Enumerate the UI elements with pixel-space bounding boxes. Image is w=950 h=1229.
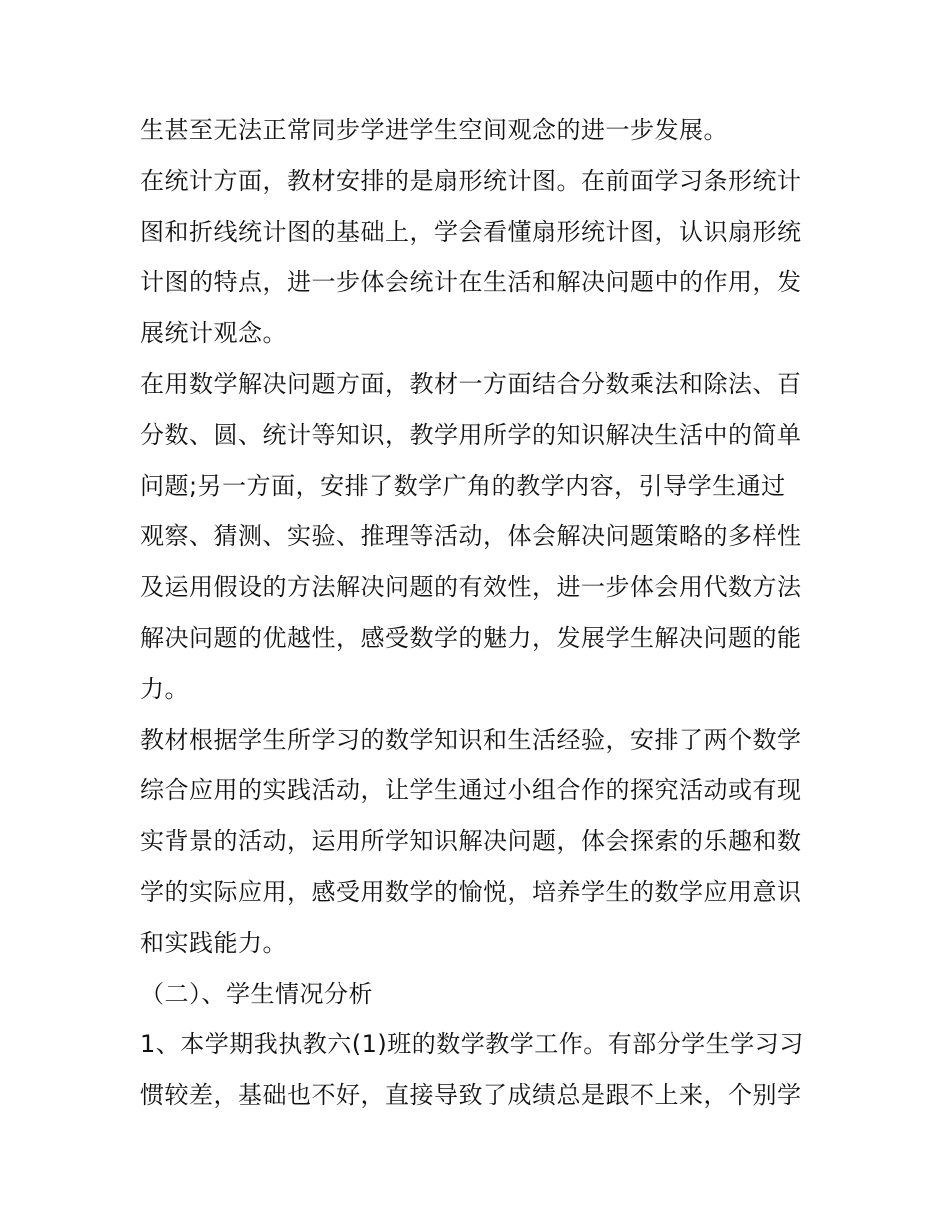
text-line: 观察、猜测、实验、推理等活动，体会解决问题策略的多样性 [140, 522, 802, 551]
text-line: 学的实际应用，感受用数学的愉悦，培养学生的数学应用意识 [140, 877, 802, 906]
text-line: 计图的特点，进一步体会统计在生活和解决问题中的作用，发 [140, 268, 802, 297]
text-line: 解决问题的优越性，感受数学的魅力，发展学生解决问题的能 [140, 623, 802, 652]
text-line: 实背景的活动，运用所学知识解决问题，体会探索的乐趣和数 [140, 827, 802, 856]
text-line: 图和折线统计图的基础上，学会看懂扇形统计图，认识扇形统 [140, 217, 802, 246]
text-line: 1、本学期我执教六(1)班的数学教学工作。有部分学生学习习 [140, 1030, 804, 1059]
text-line: 惯较差，基础也不好，直接导致了成绩总是跟不上来，个别学 [140, 1081, 802, 1110]
text-line: 和实践能力。 [140, 928, 287, 957]
text-line: 问题;另一方面，安排了数学广角的教学内容，引导学生通过 [140, 471, 786, 500]
text-line: 生甚至无法正常同步学进学生空间观念的进一步发展。 [140, 116, 728, 144]
text-line: 综合应用的实践活动，让学生通过小组合作的探究活动或有现 [140, 776, 802, 805]
section-heading: （二）、学生情况分析 [140, 979, 373, 1008]
text-line: 在统计方面，教材安排的是扇形统计图。在前面学习条形统计 [140, 166, 802, 195]
text-line: 教材根据学生所学习的数学知识和生活经验，安排了两个数学 [140, 725, 802, 754]
text-line: 分数、圆、统计等知识，教学用所学的知识解决生活中的简单 [140, 420, 802, 449]
text-line: 展统计观念。 [140, 319, 287, 348]
text-line: 力。 [140, 674, 189, 703]
text-line: 在用数学解决问题方面，教材一方面结合分数乘法和除法、百 [140, 369, 802, 398]
text-line: 及运用假设的方法解决问题的有效性，进一步体会用代数方法 [140, 573, 802, 602]
document-body [140, 105, 820, 1121]
